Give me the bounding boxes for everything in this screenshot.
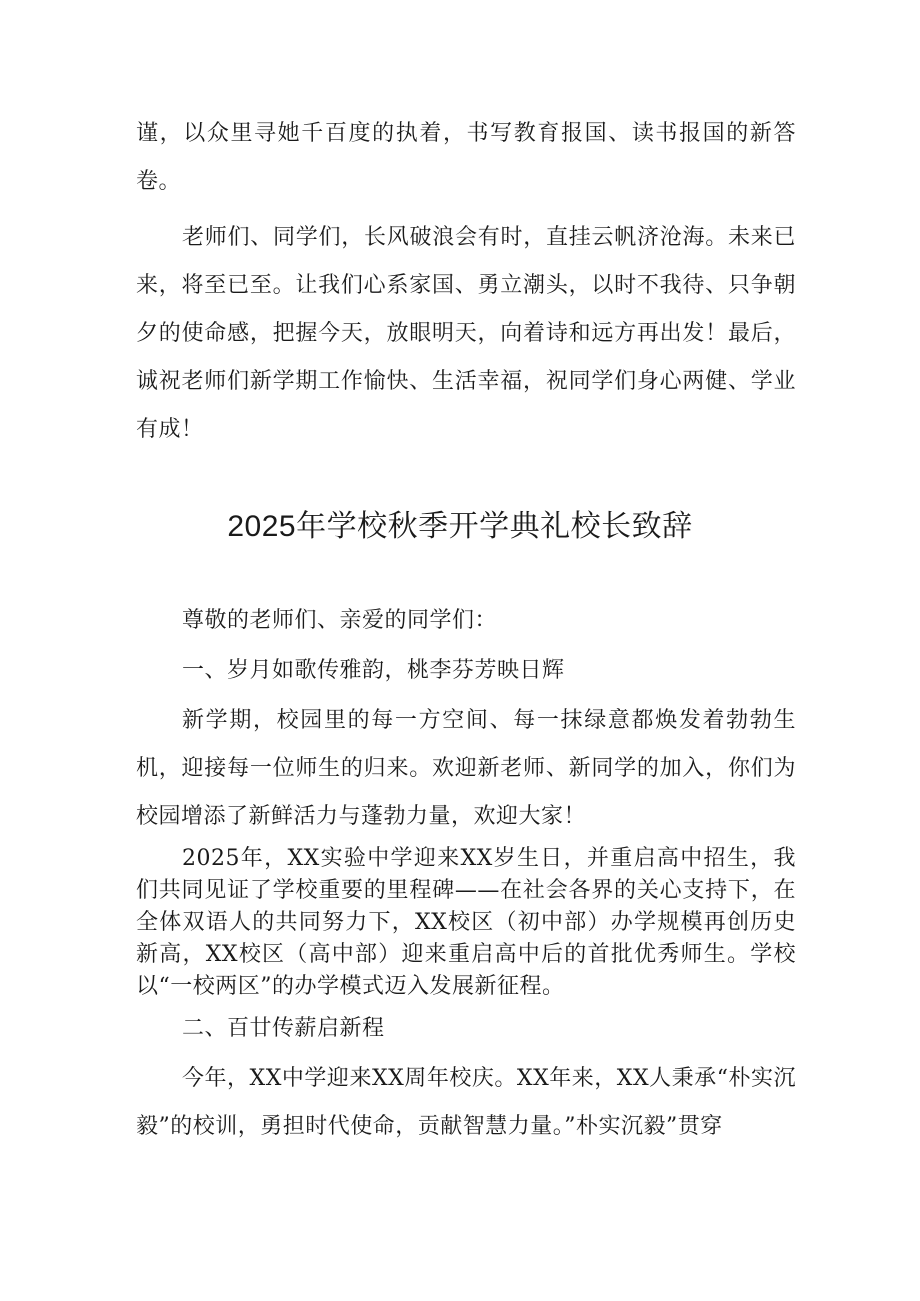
section-heading-1: 一、岁月如歌传雅韵，桃李芬芳映日辉 bbox=[182, 658, 565, 683]
section-heading-2: 二、百廿传薪启新程 bbox=[182, 1016, 385, 1041]
speech-paragraph-2: 2025年，XX实验中学迎来XX岁生日，并重启高中招生，我们共同见证了学校重要的里程碑——在社会各界的关心支持下，在全体双语人的共同努力下，XX校区（初中部）办学规模再创历史新高，XX校区（高中部）迎来重启高中后的首批优秀师生。学校以“一校两区”的办学模式迈入发展新征程。 bbox=[136, 846, 796, 999]
speech-paragraph-3: 今年，XX中学迎来XX周年校庆。XX年来，XX人秉承“朴实沉毅”的校训，勇担时代使命，贡献智慧力量。”朴实沉毅”贯穿 bbox=[136, 1066, 796, 1139]
intro-section bbox=[136, 110, 796, 454]
page-title: 2025年学校秋季开学典礼校长致辞 bbox=[227, 510, 693, 543]
speech-body bbox=[136, 597, 796, 1151]
intro-paragraph-2: 老师们、同学们，长风破浪会有时，直挂云帆济沧海。未来已来，将至已至。让我们心系家国、勇立潮头，以时不我待、只争朝夕的使命感，把握今天，放眼明天，向着诗和远方再出发！最后，诚祝老师们新学期工作愉快、生活幸福，祝同学们身心两健、学业有成！ bbox=[136, 225, 796, 442]
greeting-line: 尊敬的老师们、亲爱的同学们： bbox=[182, 608, 498, 633]
intro-paragraph-1: 谨，以众里寻她千百度的执着，书写教育报国、读书报国的新答卷。 bbox=[136, 121, 796, 194]
speech-paragraph-1: 新学期，校园里的每一方空间、每一抹绿意都焕发着勃勃生机，迎接每一位师生的归来。欢迎新老师、新同学的加入，你们为校园增添了新鲜活力与蓬勃力量，欢迎大家！ bbox=[136, 708, 796, 829]
